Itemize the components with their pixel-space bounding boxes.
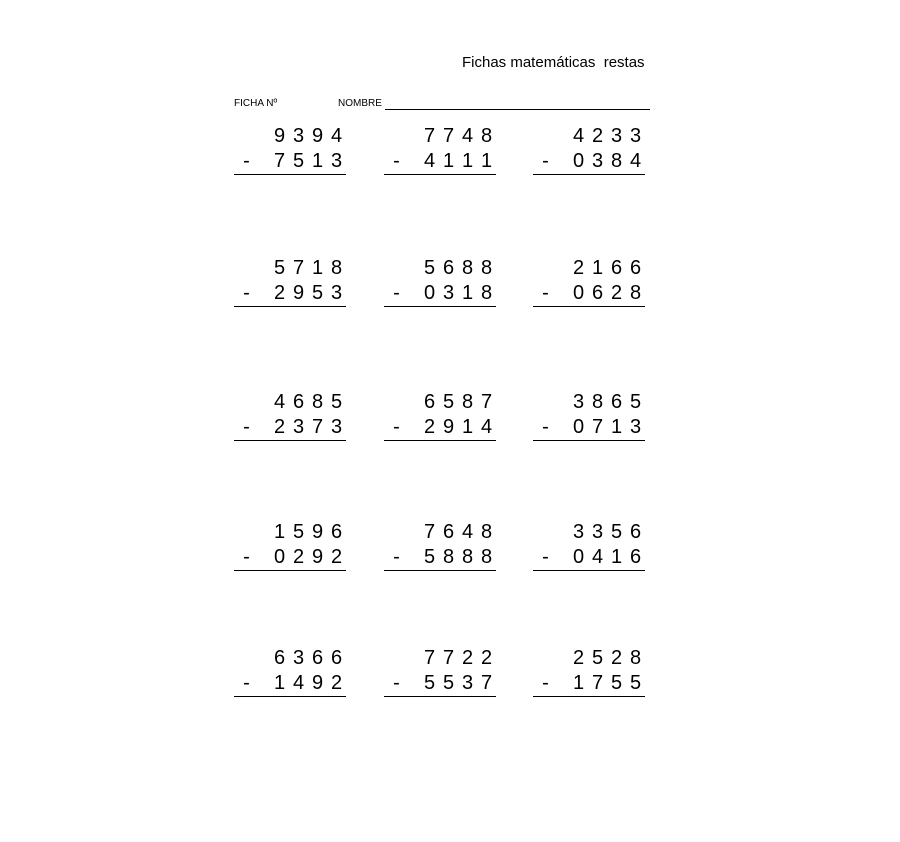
- minuend: 5 7 1 8: [273, 257, 343, 279]
- answer-line: [384, 174, 496, 175]
- answer-line: [234, 570, 346, 571]
- subtraction-problem: [234, 646, 346, 697]
- answer-line: [234, 440, 346, 441]
- answer-line: [384, 306, 496, 307]
- answer-line: [384, 570, 496, 571]
- subtrahend: - 0 4 1 6: [533, 545, 645, 570]
- subtrahend: - 2 3 7 3: [234, 415, 346, 440]
- subtraction-problem: [234, 124, 346, 175]
- subtrahend: - 7 5 1 3: [234, 149, 346, 174]
- problem-grid: [234, 124, 646, 776]
- minuend: 2 5 2 8: [572, 647, 642, 669]
- minuend: 5 6 8 8: [423, 257, 493, 279]
- subtrahend: - 0 3 1 8: [384, 281, 496, 306]
- answer-line: [234, 696, 346, 697]
- subtraction-problem: [384, 256, 496, 307]
- subtrahend: - 4 1 1 1: [384, 149, 496, 174]
- subtrahend: - 5 8 8 8: [384, 545, 496, 570]
- minus-sign: -: [393, 150, 400, 172]
- problem-row: [234, 520, 646, 646]
- minuend: 4 6 8 5: [273, 391, 343, 413]
- minuend: 6 5 8 7: [423, 391, 493, 413]
- problem-row: [234, 390, 646, 520]
- name-underline: [385, 109, 650, 110]
- minuend: 1 5 9 6: [273, 521, 343, 543]
- minuend: 4 2 3 3: [572, 125, 642, 147]
- subtrahend: - 0 3 8 4: [533, 149, 645, 174]
- minus-sign: -: [542, 150, 549, 172]
- answer-line: [384, 440, 496, 441]
- subtrahend: - 0 7 1 3: [533, 415, 645, 440]
- subtraction-problem: [533, 520, 645, 571]
- answer-line: [234, 306, 346, 307]
- answer-line: [384, 696, 496, 697]
- minus-sign: -: [542, 416, 549, 438]
- answer-line: [533, 696, 645, 697]
- subtrahend: - 0 6 2 8: [533, 281, 645, 306]
- subtrahend: - 2 9 5 3: [234, 281, 346, 306]
- answer-line: [533, 174, 645, 175]
- minuend: 7 7 4 8: [423, 125, 493, 147]
- minus-sign: -: [393, 282, 400, 304]
- subtraction-problem: [533, 390, 645, 441]
- subtraction-problem: [234, 520, 346, 571]
- answer-line: [234, 174, 346, 175]
- subtraction-problem: [384, 646, 496, 697]
- subtraction-problem: [234, 390, 346, 441]
- subtraction-problem: [533, 124, 645, 175]
- subtrahend: - 0 2 9 2: [234, 545, 346, 570]
- subtraction-problem: [234, 256, 346, 307]
- problem-row: [234, 124, 646, 256]
- minuend: 2 1 6 6: [572, 257, 642, 279]
- problem-row: [234, 256, 646, 390]
- minuend: 3 3 5 6: [572, 521, 642, 543]
- subtraction-problem: [384, 124, 496, 175]
- minus-sign: -: [243, 416, 250, 438]
- subtrahend: - 1 7 5 5: [533, 671, 645, 696]
- minuend: 7 6 4 8: [423, 521, 493, 543]
- subtrahend: - 1 4 9 2: [234, 671, 346, 696]
- subtraction-problem: [384, 520, 496, 571]
- name-label: NOMBRE: [338, 98, 382, 109]
- subtraction-problem: [533, 646, 645, 697]
- minus-sign: -: [542, 546, 549, 568]
- subtraction-problem: [533, 256, 645, 307]
- minus-sign: -: [243, 150, 250, 172]
- answer-line: [533, 570, 645, 571]
- subtrahend: - 5 5 3 7: [384, 671, 496, 696]
- minus-sign: -: [393, 672, 400, 694]
- subtraction-problem: [384, 390, 496, 441]
- worksheet-title: Fichas matemáticas restas: [462, 54, 645, 71]
- problem-row: [234, 646, 646, 776]
- minus-sign: -: [542, 672, 549, 694]
- answer-line: [533, 440, 645, 441]
- minus-sign: -: [243, 672, 250, 694]
- minus-sign: -: [393, 416, 400, 438]
- minuend: 7 7 2 2: [423, 647, 493, 669]
- minus-sign: -: [243, 282, 250, 304]
- ficha-number-label: FICHA Nº: [234, 98, 278, 109]
- answer-line: [533, 306, 645, 307]
- minuend: 9 3 9 4: [273, 125, 343, 147]
- minuend: 3 8 6 5: [572, 391, 642, 413]
- minus-sign: -: [393, 546, 400, 568]
- minus-sign: -: [542, 282, 549, 304]
- minuend: 6 3 6 6: [273, 647, 343, 669]
- minus-sign: -: [243, 546, 250, 568]
- subtrahend: - 2 9 1 4: [384, 415, 496, 440]
